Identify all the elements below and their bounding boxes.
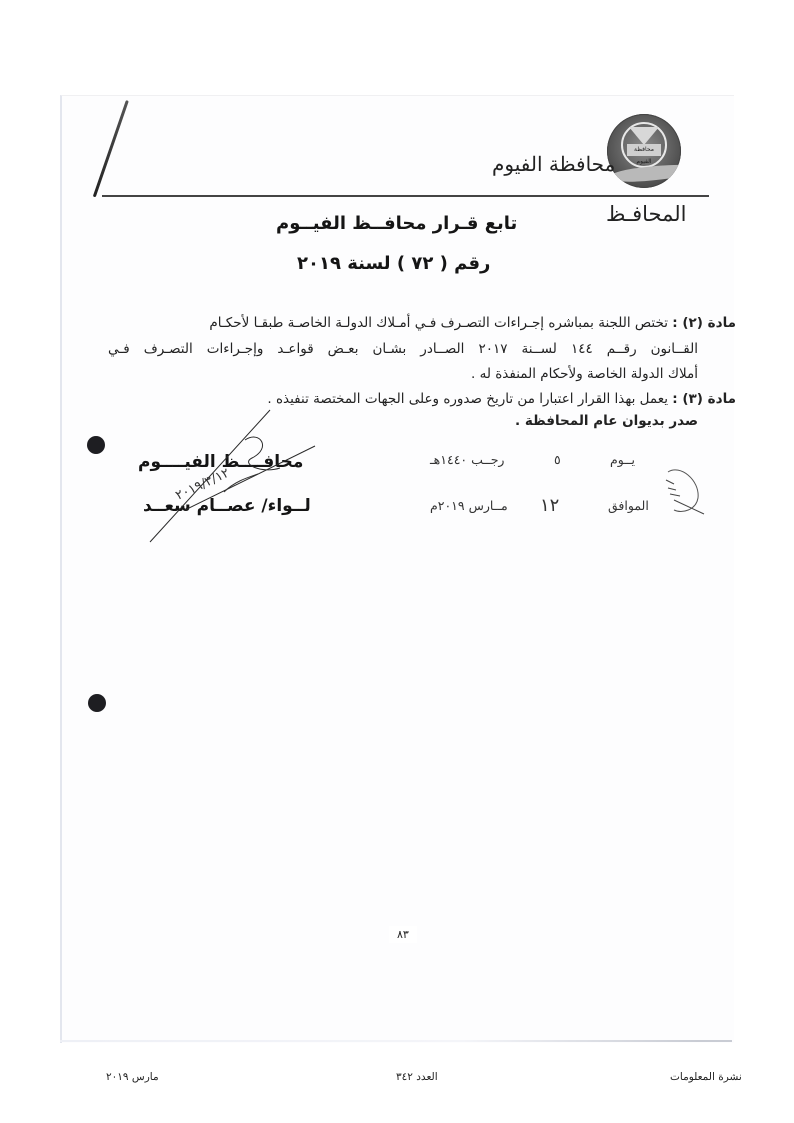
signatory-name: لــواء/ عصــام سعــد xyxy=(143,496,311,516)
day-label: يــوم xyxy=(610,452,635,467)
handwritten-signature xyxy=(140,400,320,550)
scan-edge xyxy=(60,1040,732,1042)
footer-date: مارس ٢٠١٩ xyxy=(106,1071,159,1083)
article-2-label: مادة (٢) : xyxy=(672,315,736,331)
emblem-text: محافظة الفيوم xyxy=(627,144,661,156)
gregorian-day: ١٢ xyxy=(540,495,560,516)
article-2-line-1 xyxy=(106,315,736,331)
article-2-line-3: أملاك الدولة الخاصة ولأحكام المنفذة له . xyxy=(471,366,698,382)
article-3-line-1 xyxy=(267,391,736,407)
issued-at: صدر بديوان عام المحافظة . xyxy=(514,413,698,429)
hijri-date: رجــب ١٤٤٠هـ xyxy=(430,452,505,467)
signatory-title: محافــــظ الفيــــوم xyxy=(138,452,304,472)
governorate-name: محافظة الفيوم xyxy=(492,152,616,176)
footer-issue: العدد ٣٤٢ xyxy=(396,1071,438,1083)
hijri-day: ٥ xyxy=(554,452,561,467)
article-2-text-1: تختص اللجنة بمباشره إجـراءات التصـرف فـي أمـلاك الدولـة الخاصـة طبقـا لأحكـام xyxy=(209,315,668,331)
article-3-text-1: يعمل بهذا القرار اعتبارا من تاريخ صدوره وعلى الجهات المختصة تنفيذه . xyxy=(267,391,668,407)
gregorian-date: مــارس ٢٠١٩م xyxy=(430,498,508,513)
initials-signature xyxy=(660,462,708,522)
corresponding-label: الموافق xyxy=(608,498,649,513)
header-divider xyxy=(102,195,709,197)
page-number: ٨٣ xyxy=(389,926,417,943)
handwritten-date: ٢٠١٩/٣/١٢ xyxy=(173,465,232,504)
decree-title: تابع قـرار محافــظ الفيــوم xyxy=(276,213,518,234)
scanned-page xyxy=(60,95,734,1043)
punch-hole xyxy=(88,694,106,712)
governorate-emblem-icon xyxy=(607,114,681,188)
punch-hole xyxy=(87,436,105,454)
article-3-label: مادة (٣) : xyxy=(672,391,736,407)
governor-label: المحافـظ xyxy=(606,202,687,226)
footer-publication: نشرة المعلومات xyxy=(670,1071,742,1083)
article-2-line-2: القــانون رقــم ١٤٤ لســنة ٢٠١٧ الصــادر بشـان بعـض قواعـد وإجـراءات التصـرف فـي xyxy=(108,341,698,357)
decree-number: رقم ( ٧٢ ) لسنة ٢٠١٩ xyxy=(297,253,491,274)
